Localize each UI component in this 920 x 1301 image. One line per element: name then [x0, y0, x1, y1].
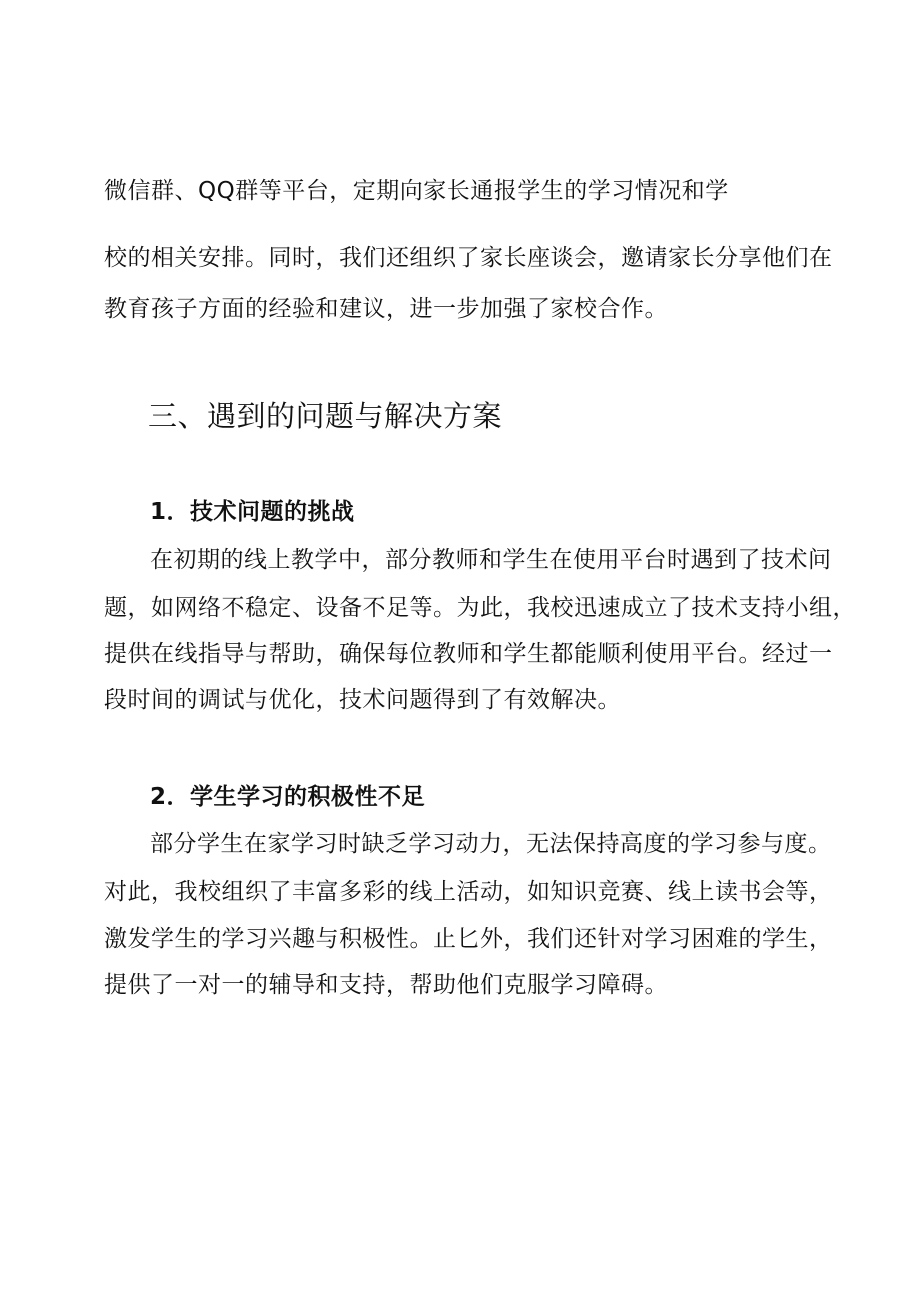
subsection-heading-2: 2．学生学习的积极性不足: [150, 784, 426, 810]
subsection-heading-1: 1．技术问题的挑战: [150, 499, 355, 525]
paragraph-line: 对此，我校组织了丰富多彩的线上活动，如知识竞赛、线上读书会等，: [104, 879, 833, 905]
paragraph-line: 校的相关安排。同时，我们还组织了家长座谈会，邀请家长分享他们在: [104, 245, 833, 271]
paragraph-line: 教育孩子方面的经验和建议，进一步加强了家校合作。: [104, 296, 668, 322]
paragraph-line: 提供在线指导与帮助，确保每位教师和学生都能顺利使用平台。经过一: [104, 641, 833, 667]
paragraph-line: 段时间的调试与优化，技术问题得到了有效解决。: [104, 687, 621, 713]
paragraph-line: 部分学生在家学习时缺乏学习动力，无法保持高度的学习参与度。: [150, 831, 832, 857]
paragraph-line: 提供了一对一的辅导和支持，帮助他们克服学习障碍。: [104, 972, 668, 998]
section-heading: 三、遇到的问题与解决方案: [148, 399, 503, 433]
paragraph-line: 微信群、QQ群等平台，定期向家长通报学生的学习情况和学: [104, 178, 729, 204]
paragraph-line: 在初期的线上教学中，部分教师和学生在使用平台时遇到了技术问: [150, 547, 832, 573]
paragraph-line: 题，如网络不稳定、设备不足等。为此，我校迅速成立了技术支持小组，: [104, 595, 856, 621]
paragraph-line: 激发学生的学习兴趣与积极性。止匕外，我们还针对学习困难的学生，: [104, 926, 833, 952]
